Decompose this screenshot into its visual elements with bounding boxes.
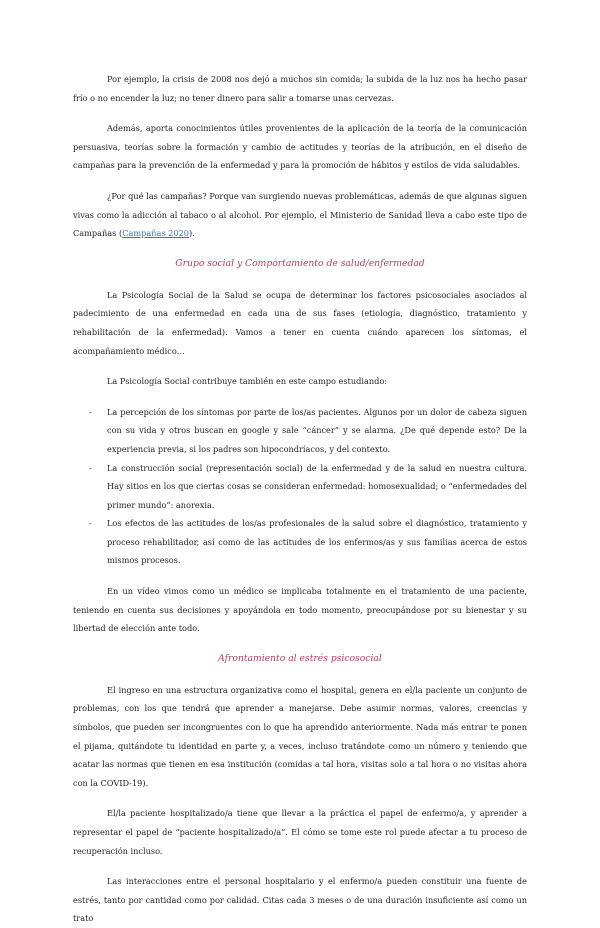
paragraph: El ingreso en una estructura organizativa como el hospital, genera en el/la paciente un conjunto de problemas, con los que tendrá que aprender a manejarse. Debe asumir normas, valores, creencias y símbolos, que pueden ser incongruentes con lo que ha aprendido anteriormente. Nada más entrar te ponen el pijama, quitándote tu identidad en parte y, a veces, incluso tratándote como un número y teniendo que acatar las normas que tienen en esa institución (comidas a tal hora, visitas solo a tal hora o no visitas ahora con la COVID-19). (73, 684, 527, 788)
list-item (73, 459, 527, 515)
list-item-text: La percepción de los síntomas por parte de los/as pacientes. Algunos por un dolor de cabeza siguen con su vida y otros buscan en google y sale “cáncer” y se alarma. ¿De qué depende esto? De la experiencia previa, si los padres son hipocondríacos, y del contexto. (107, 406, 527, 454)
paragraph: Las interacciones entre el personal hospitalario y el enfermo/a pueden constituir una fuente de estrés, tanto por cantidad como por calidad. Citas cada 3 meses o de una duración insuficiente así como un trato (73, 876, 527, 924)
paragraph (73, 187, 527, 243)
paragraph: La Psicología Social de la Salud se ocupa de determinar los factores psicosociales asociados al padecimiento de una enfermedad en cada una de sus fases (etiología, diagnóstico, tratamiento y rehabilitación de la enfermedad). Vamos a tener en cuenta cuándo aparecen los síntomas, el acompañamiento médico… (73, 289, 527, 356)
list-item-text: La construcción social (representación social) de la enfermedad y de la salud en nuestra cultura. Hay sitios en los que ciertas cosas se consideran enfermedad: homosexualidad; o “enfermedades del primer mundo”: anorexia. (107, 462, 527, 510)
paragraph: Por ejemplo, la crisis de 2008 nos dejó a muchos sin comida; la subida de la luz nos ha hecho pasar frío o no encender la luz; no tener dinero para salir a tomarse unas cervezas. (73, 74, 527, 103)
paragraph-text: ¿Por qué las campañas? Porque van surgiendo nuevas problemáticas, además de que algunas siguen vivas como la adicción al tabaco o al alcohol. Por ejemplo, el Ministerio de Sanidad lleva a cabo este tipo de Campañas ( (73, 190, 527, 239)
paragraph-text-end: ). (189, 228, 195, 239)
bullet-list (73, 403, 527, 570)
paragraph: El/la paciente hospitalizado/a tiene que llevar a la práctica el papel de enfermo/a, y aprender a representar el papel de “paciente hospitalizado/a”. El cómo se tome este rol puede afectar a tu proceso de recuperación incluso. (73, 808, 527, 856)
dash-bullet: - (89, 462, 92, 473)
paragraph: La Psicología Social contribuye también en este campo estudiando: (107, 376, 388, 387)
campaigns-2020-link[interactable]: Campañas 2020 (122, 228, 190, 239)
paragraph: En un vídeo vimos como un médico se implicaba totalmente en el tratamiento de una paciente, teniendo en cuenta sus decisiones y apoyándola en todo momento, preocupándose por su bienestar y su libertad de elección ante todo. (73, 586, 527, 634)
list-item-text: Los efectos de las actitudes de los/as profesionales de la salud sobre el diagnóstico, tratamiento y proceso rehabilitador, así como de las actitudes de los enfermos/as y sus familias acerca de estos mismos procesos. (107, 518, 527, 566)
dash-bullet: - (89, 518, 92, 529)
section-heading: Afrontamiento al estrés psicosocial (218, 652, 382, 664)
list-item (73, 514, 527, 570)
paragraph: Además, aporta conocimientos útiles provenientes de la aplicación de la teoría de la comunicación persuasiva, teorías sobre la formación y cambio de actitudes y teorías de la atribución, en el diseño de campañas para la prevención de la enfermedad y para la promoción de hábitos y estilos de vida saludables. (73, 123, 527, 171)
list-item (73, 403, 527, 459)
dash-bullet: - (89, 406, 92, 417)
section-heading: Grupo social y Comportamiento de salud/enfermedad (175, 257, 425, 269)
